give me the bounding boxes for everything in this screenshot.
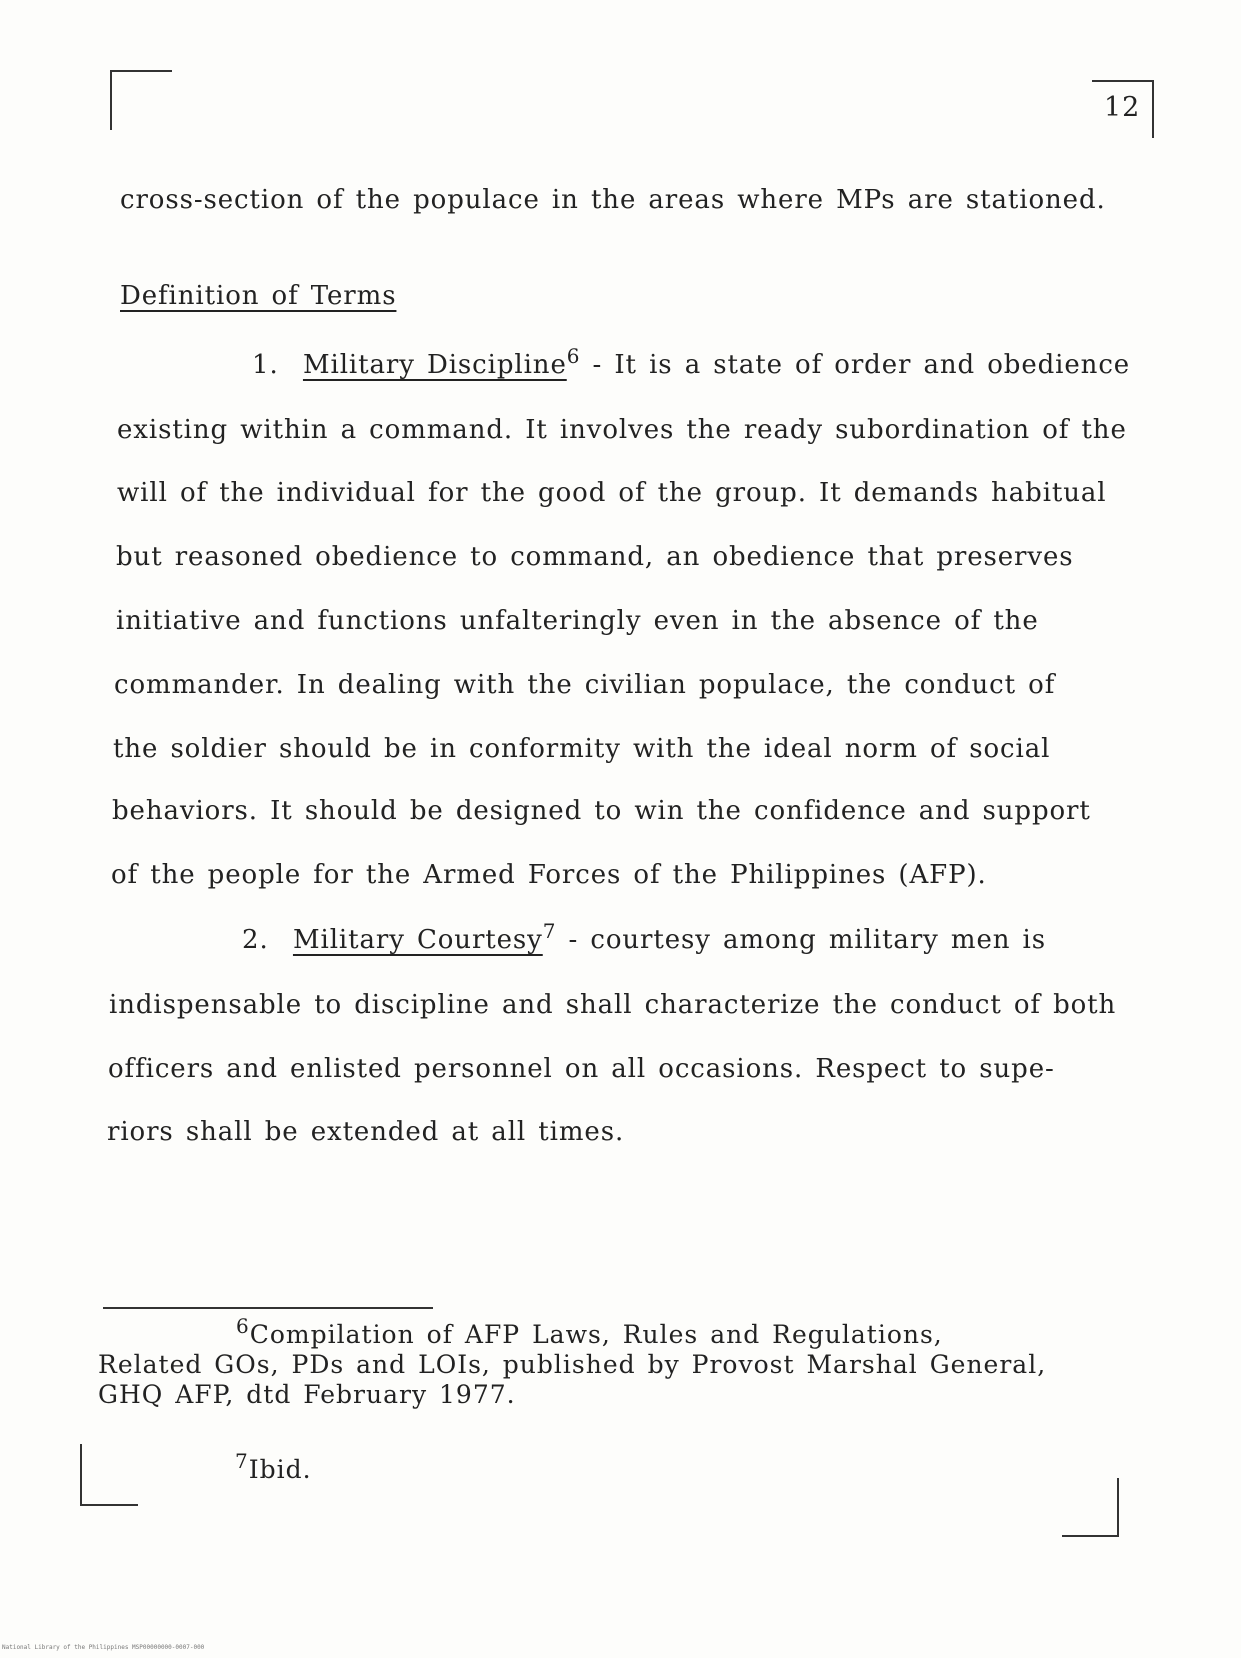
item2-first-line [242, 919, 1047, 955]
crop-mark-bottom-right-h [1062, 1535, 1119, 1537]
footnote-rule [103, 1307, 433, 1309]
item2-first-line-rest: - courtesy among military men is [556, 925, 1047, 955]
section-heading: Definition of Terms [120, 281, 397, 311]
page-number: 12 [1104, 92, 1141, 123]
footnote-7-line [235, 1449, 312, 1484]
footnote-6-line: GHQ AFP, dtd February 1977. [98, 1380, 516, 1409]
item1-number: 1. [252, 350, 279, 380]
item1-line: but reasoned obedience to command, an obedience that preserves [116, 542, 1074, 572]
footnote-7-number: 7 [235, 1449, 249, 1473]
item2-term: Military Courtesy [292, 925, 543, 955]
item1-first-line [252, 344, 1131, 380]
crop-mark-top-right-v [1152, 80, 1154, 138]
item1-footnote-ref: 6 [566, 344, 581, 368]
item2-line: officers and enlisted personnel on all occasions. Respect to supe- [108, 1054, 1055, 1084]
crop-mark-top-left-v [110, 70, 112, 130]
scan-footer: National Library of the Philippines MSP00000000-0007-000 [2, 1644, 205, 1651]
footnote-6-line: Related GOs, PDs and LOIs, published by Provost Marshal General, [98, 1350, 1047, 1379]
crop-mark-top-right-h [1092, 80, 1153, 82]
continuation-line: cross-section of the populace in the areas where MPs are stationed. [120, 185, 1106, 215]
crop-mark-bottom-left-h [80, 1504, 138, 1506]
footnote-7-text: Ibid. [248, 1455, 312, 1484]
item1-line: of the people for the Armed Forces of the Philippines (AFP). [111, 860, 987, 890]
footnote-6-number: 6 [236, 1314, 250, 1338]
item2-line: indispensable to discipline and shall characterize the conduct of both [109, 990, 1117, 1020]
item1-line: the soldier should be in conformity with the ideal norm of social [113, 734, 1051, 764]
footnote-6-text: Compilation of AFP Laws, Rules and Regulations, [249, 1320, 943, 1349]
item1-line: will of the individual for the good of the group. It demands habitual [117, 478, 1107, 508]
crop-mark-bottom-left-v [80, 1444, 82, 1504]
item1-term: Military Discipline [302, 350, 567, 380]
item1-line: initiative and functions unfalteringly even in the absence of the [116, 606, 1039, 636]
item1-first-line-rest: - It is a state of order and obedience [580, 350, 1131, 380]
crop-mark-bottom-right-v [1117, 1478, 1119, 1536]
footnote-6-first-line [236, 1314, 943, 1349]
item2-number: 2. [242, 925, 269, 955]
item2-footnote-ref: 7 [542, 919, 557, 943]
crop-mark-top-left-h [110, 70, 172, 72]
item1-line: existing within a command. It involves the ready subordination of the [117, 415, 1127, 445]
item1-line: behaviors. It should be designed to win the confidence and support [112, 796, 1091, 826]
item1-line: commander. In dealing with the civilian populace, the conduct of [114, 670, 1056, 700]
item2-line: riors shall be extended at all times. [107, 1117, 625, 1147]
